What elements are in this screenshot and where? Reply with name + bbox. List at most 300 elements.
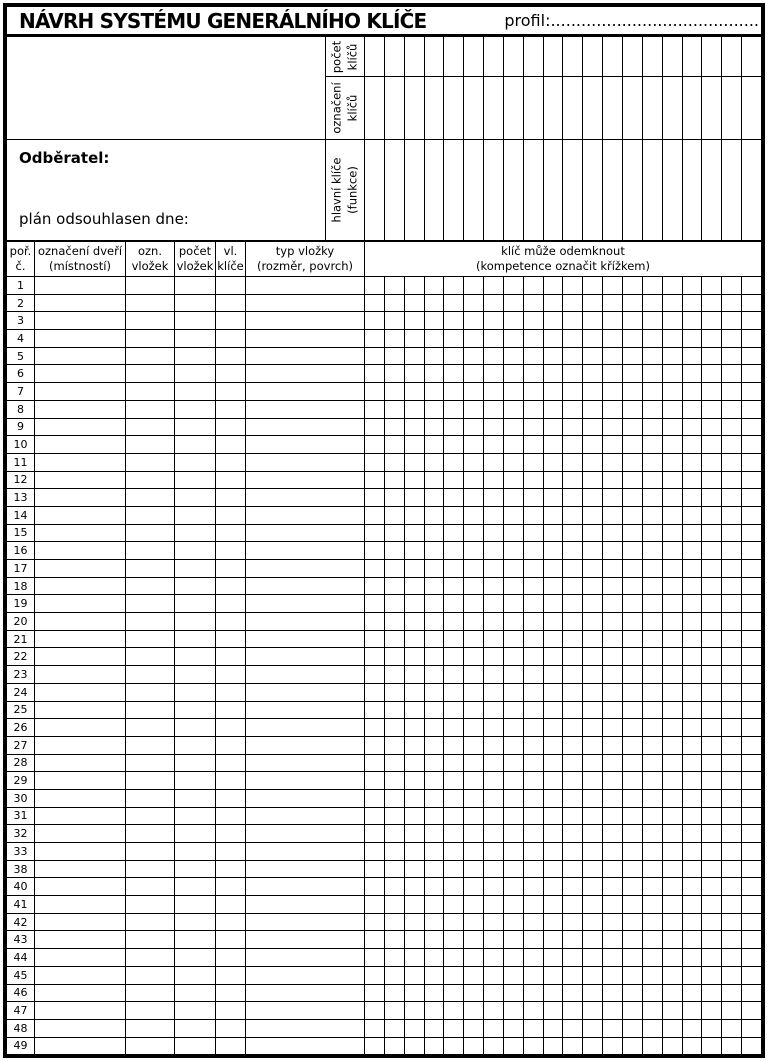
row-number: 47 bbox=[7, 1002, 35, 1019]
key-competence-cell bbox=[742, 436, 761, 453]
key-competence-cell bbox=[722, 312, 742, 329]
key-competence-cell bbox=[405, 931, 425, 948]
key-competence-cell bbox=[365, 790, 385, 807]
key-competence-cell bbox=[722, 419, 742, 436]
key-competence-cell bbox=[603, 489, 623, 506]
door-designation-cell bbox=[35, 648, 126, 665]
key-competence-cell bbox=[484, 140, 504, 240]
key-competence-cell bbox=[504, 37, 524, 76]
key-competence-cell bbox=[504, 330, 524, 347]
key-competence-cell bbox=[365, 507, 385, 524]
key-competence-cell bbox=[484, 684, 504, 701]
key-competence-cell bbox=[464, 1020, 484, 1037]
key-competence-cell bbox=[623, 419, 643, 436]
key-competence-cell bbox=[722, 140, 742, 240]
table-row bbox=[7, 755, 761, 773]
key-grid-row bbox=[365, 312, 761, 329]
key-competence-cell bbox=[722, 383, 742, 400]
key-competence-cell bbox=[544, 37, 564, 76]
cylinder-type-cell bbox=[246, 702, 365, 719]
key-competence-cell bbox=[464, 37, 484, 76]
key-competence-cell bbox=[643, 843, 663, 860]
key-competence-cell bbox=[702, 861, 722, 878]
key-competence-cell bbox=[504, 719, 524, 736]
door-designation-cell bbox=[35, 595, 126, 612]
key-competence-cell bbox=[603, 542, 623, 559]
key-competence-cell bbox=[702, 312, 722, 329]
key-competence-cell bbox=[603, 348, 623, 365]
row-number: 19 bbox=[7, 595, 35, 612]
key-competence-cell bbox=[405, 77, 425, 139]
key-competence-cell bbox=[484, 825, 504, 842]
key-competence-cell bbox=[722, 1002, 742, 1019]
key-competence-cell bbox=[365, 985, 385, 1002]
table-row bbox=[7, 277, 761, 295]
key-competence-cell bbox=[444, 967, 464, 984]
door-designation-cell bbox=[35, 737, 126, 754]
table-row bbox=[7, 772, 761, 790]
key-competence-cell bbox=[524, 613, 544, 630]
key-competence-cell bbox=[702, 631, 722, 648]
key-count-grid-row bbox=[365, 37, 761, 77]
key-competence-cell bbox=[504, 365, 524, 382]
key-competence-cell bbox=[464, 1002, 484, 1019]
key-competence-cell bbox=[683, 914, 703, 931]
cylinder-designation-cell bbox=[126, 684, 175, 701]
key-competence-cell bbox=[722, 472, 742, 489]
key-competence-cell bbox=[643, 790, 663, 807]
key-competence-cell bbox=[385, 507, 405, 524]
key-competence-cell bbox=[484, 401, 504, 418]
key-competence-cell bbox=[623, 949, 643, 966]
cylinder-designation-cell bbox=[126, 631, 175, 648]
row-number: 22 bbox=[7, 648, 35, 665]
key-competence-cell bbox=[405, 295, 425, 312]
table-row bbox=[7, 737, 761, 755]
key-grid-row bbox=[365, 613, 761, 630]
key-competence-cell bbox=[643, 1002, 663, 1019]
table-row bbox=[7, 949, 761, 967]
key-competence-cell bbox=[583, 755, 603, 772]
key-competence-cell bbox=[524, 861, 544, 878]
key-competence-cell bbox=[385, 1002, 405, 1019]
key-competence-cell bbox=[563, 931, 583, 948]
key-competence-cell bbox=[425, 436, 445, 453]
key-competence-cell bbox=[425, 348, 445, 365]
cylinder-designation-cell bbox=[126, 914, 175, 931]
key-competence-cell bbox=[385, 419, 405, 436]
key-competence-cell bbox=[683, 277, 703, 294]
key-competence-cell bbox=[504, 790, 524, 807]
key-competence-cell bbox=[663, 684, 683, 701]
key-competence-cell bbox=[742, 719, 761, 736]
key-competence-cell bbox=[563, 949, 583, 966]
key-competence-cell bbox=[504, 1002, 524, 1019]
key-competence-cell bbox=[425, 790, 445, 807]
key-competence-cell bbox=[444, 348, 464, 365]
key-competence-cell bbox=[583, 472, 603, 489]
key-competence-cell bbox=[544, 737, 564, 754]
key-competence-cell bbox=[544, 648, 564, 665]
key-competence-cell bbox=[583, 861, 603, 878]
key-competence-cell bbox=[623, 560, 643, 577]
key-competence-cell bbox=[583, 37, 603, 76]
key-competence-cell bbox=[484, 312, 504, 329]
key-competence-cell bbox=[742, 472, 761, 489]
main-keys-grid-row bbox=[365, 140, 761, 240]
cylinder-type-cell bbox=[246, 401, 365, 418]
cylinder-type-cell bbox=[246, 878, 365, 895]
key-competence-cell bbox=[603, 790, 623, 807]
key-grid-row bbox=[365, 1038, 761, 1055]
key-competence-cell bbox=[583, 1020, 603, 1037]
key-competence-cell bbox=[742, 1038, 761, 1055]
key-competence-cell bbox=[722, 401, 742, 418]
key-competence-cell bbox=[623, 595, 643, 612]
key-competence-cell bbox=[524, 525, 544, 542]
table-row bbox=[7, 931, 761, 949]
key-competence-cell bbox=[603, 578, 623, 595]
key-competence-cell bbox=[444, 843, 464, 860]
cylinder-designation-cell bbox=[126, 578, 175, 595]
key-competence-cell bbox=[643, 312, 663, 329]
table-row bbox=[7, 613, 761, 631]
key-competence-cell bbox=[504, 542, 524, 559]
row-number: 29 bbox=[7, 772, 35, 789]
profil-field bbox=[504, 11, 759, 30]
key-competence-cell bbox=[385, 755, 405, 772]
cylinder-count-cell bbox=[175, 383, 216, 400]
key-competence-cell bbox=[563, 140, 583, 240]
key-competence-cell bbox=[702, 684, 722, 701]
key-competence-cell bbox=[484, 737, 504, 754]
door-designation-cell bbox=[35, 295, 126, 312]
customer-panel bbox=[7, 37, 326, 240]
key-competence-cell bbox=[365, 383, 385, 400]
cylinder-type-cell bbox=[246, 419, 365, 436]
key-competence-cell bbox=[742, 648, 761, 665]
key-competence-cell bbox=[444, 755, 464, 772]
cylinder-type-cell bbox=[246, 295, 365, 312]
table-row bbox=[7, 507, 761, 525]
header-cylinder-count: počet vložek bbox=[175, 242, 216, 276]
key-count-cell bbox=[216, 843, 246, 860]
key-grid-row bbox=[365, 525, 761, 542]
key-count-cell bbox=[216, 365, 246, 382]
cylinder-count-cell bbox=[175, 578, 216, 595]
key-designation-label-line1: označení bbox=[329, 82, 344, 134]
key-competence-cell bbox=[683, 454, 703, 471]
key-competence-cell bbox=[583, 613, 603, 630]
key-competence-cell bbox=[563, 312, 583, 329]
key-competence-cell bbox=[583, 648, 603, 665]
cylinder-count-cell bbox=[175, 967, 216, 984]
cylinder-count-cell bbox=[175, 595, 216, 612]
key-competence-cell bbox=[544, 436, 564, 453]
key-count-cell bbox=[216, 507, 246, 524]
key-grid-row bbox=[365, 578, 761, 595]
key-competence-cell bbox=[484, 383, 504, 400]
key-competence-cell bbox=[563, 648, 583, 665]
key-competence-cell bbox=[663, 560, 683, 577]
key-competence-cell bbox=[663, 648, 683, 665]
key-competence-cell bbox=[444, 383, 464, 400]
key-competence-cell bbox=[544, 702, 564, 719]
table-row bbox=[7, 525, 761, 543]
cylinder-count-cell bbox=[175, 295, 216, 312]
key-count-cell bbox=[216, 878, 246, 895]
key-competence-cell bbox=[444, 702, 464, 719]
key-competence-cell bbox=[484, 772, 504, 789]
key-competence-cell bbox=[365, 702, 385, 719]
key-competence-cell bbox=[464, 985, 484, 1002]
key-competence-cell bbox=[405, 613, 425, 630]
cylinder-type-cell bbox=[246, 383, 365, 400]
key-competence-cell bbox=[425, 507, 445, 524]
key-competence-cell bbox=[544, 825, 564, 842]
key-grid-row bbox=[365, 489, 761, 506]
cylinder-type-cell bbox=[246, 348, 365, 365]
key-competence-cell bbox=[603, 702, 623, 719]
key-competence-cell bbox=[683, 684, 703, 701]
key-competence-cell bbox=[464, 472, 484, 489]
key-competence-cell bbox=[365, 755, 385, 772]
key-count-cell bbox=[216, 542, 246, 559]
key-competence-cell bbox=[623, 348, 643, 365]
key-competence-cell bbox=[544, 914, 564, 931]
row-number: 8 bbox=[7, 401, 35, 418]
cylinder-count-cell bbox=[175, 772, 216, 789]
key-competence-cell bbox=[464, 967, 484, 984]
key-competence-cell bbox=[623, 365, 643, 382]
key-competence-cell bbox=[425, 684, 445, 701]
key-competence-cell bbox=[702, 401, 722, 418]
key-competence-cell bbox=[663, 1002, 683, 1019]
row-number: 10 bbox=[7, 436, 35, 453]
key-competence-cell bbox=[643, 931, 663, 948]
key-competence-cell bbox=[365, 140, 385, 240]
key-competence-cell bbox=[702, 702, 722, 719]
key-grid-row bbox=[365, 702, 761, 719]
key-competence-cell bbox=[742, 507, 761, 524]
cylinder-designation-cell bbox=[126, 825, 175, 842]
key-competence-cell bbox=[563, 277, 583, 294]
key-competence-cell bbox=[484, 295, 504, 312]
cylinder-designation-cell bbox=[126, 525, 175, 542]
key-competence-cell bbox=[623, 755, 643, 772]
key-competence-cell bbox=[385, 560, 405, 577]
key-competence-cell bbox=[722, 348, 742, 365]
key-competence-cell bbox=[385, 525, 405, 542]
key-competence-cell bbox=[742, 312, 761, 329]
key-grid-row bbox=[365, 843, 761, 860]
key-competence-cell bbox=[663, 719, 683, 736]
key-competence-cell bbox=[444, 37, 464, 76]
key-competence-cell bbox=[524, 578, 544, 595]
key-competence-cell bbox=[425, 419, 445, 436]
key-competence-cell bbox=[702, 1002, 722, 1019]
key-competence-cell bbox=[643, 719, 663, 736]
key-competence-cell bbox=[683, 77, 703, 139]
cylinder-type-cell bbox=[246, 330, 365, 347]
key-competence-cell bbox=[643, 914, 663, 931]
key-competence-cell bbox=[683, 985, 703, 1002]
key-grid-row bbox=[365, 737, 761, 754]
key-competence-cell bbox=[742, 931, 761, 948]
key-competence-cell bbox=[544, 684, 564, 701]
key-competence-cell bbox=[524, 896, 544, 913]
key-competence-cell bbox=[524, 312, 544, 329]
key-competence-cell bbox=[722, 914, 742, 931]
key-competence-cell bbox=[504, 914, 524, 931]
key-competence-cell bbox=[702, 295, 722, 312]
key-competence-cell bbox=[425, 808, 445, 825]
key-competence-cell bbox=[385, 542, 405, 559]
cylinder-designation-cell bbox=[126, 755, 175, 772]
key-competence-cell bbox=[444, 472, 464, 489]
key-competence-cell bbox=[742, 383, 761, 400]
key-competence-cell bbox=[643, 737, 663, 754]
key-competence-cell bbox=[603, 1002, 623, 1019]
key-competence-cell bbox=[425, 472, 445, 489]
form-title: NÁVRH SYSTÉMU GENERÁLNÍHO KLÍČE bbox=[19, 8, 427, 33]
key-competence-cell bbox=[464, 790, 484, 807]
key-competence-cell bbox=[623, 525, 643, 542]
key-competence-cell bbox=[583, 1038, 603, 1055]
key-competence-cell bbox=[603, 772, 623, 789]
key-count-cell bbox=[216, 472, 246, 489]
key-competence-cell bbox=[365, 578, 385, 595]
key-competence-cell bbox=[722, 631, 742, 648]
key-competence-cell bbox=[365, 772, 385, 789]
key-competence-cell bbox=[623, 330, 643, 347]
row-number: 28 bbox=[7, 755, 35, 772]
key-competence-cell bbox=[583, 808, 603, 825]
cylinder-designation-cell bbox=[126, 648, 175, 665]
key-competence-cell bbox=[425, 277, 445, 294]
key-competence-cell bbox=[425, 140, 445, 240]
key-competence-cell bbox=[444, 77, 464, 139]
row-number: 15 bbox=[7, 525, 35, 542]
key-competence-cell bbox=[385, 949, 405, 966]
cylinder-type-cell bbox=[246, 365, 365, 382]
key-competence-cell bbox=[464, 931, 484, 948]
cylinder-type-cell bbox=[246, 666, 365, 683]
door-designation-cell bbox=[35, 878, 126, 895]
key-competence-cell bbox=[722, 613, 742, 630]
key-competence-cell bbox=[385, 684, 405, 701]
key-competence-cell bbox=[444, 1038, 464, 1055]
key-competence-cell bbox=[683, 578, 703, 595]
key-competence-cell bbox=[444, 295, 464, 312]
key-competence-cell bbox=[742, 277, 761, 294]
key-competence-cell bbox=[385, 383, 405, 400]
key-competence-cell bbox=[702, 436, 722, 453]
key-competence-cell bbox=[504, 489, 524, 506]
key-grid-row bbox=[365, 348, 761, 365]
key-competence-cell bbox=[722, 755, 742, 772]
key-competence-cell bbox=[524, 295, 544, 312]
table-row bbox=[7, 878, 761, 896]
key-competence-cell bbox=[702, 737, 722, 754]
key-competence-cell bbox=[444, 949, 464, 966]
key-competence-cell bbox=[365, 312, 385, 329]
key-competence-cell bbox=[504, 931, 524, 948]
key-competence-cell bbox=[504, 312, 524, 329]
key-competence-cell bbox=[464, 613, 484, 630]
key-competence-cell bbox=[365, 808, 385, 825]
key-competence-cell bbox=[643, 702, 663, 719]
cylinder-count-cell bbox=[175, 949, 216, 966]
key-competence-cell bbox=[524, 330, 544, 347]
key-competence-cell bbox=[722, 719, 742, 736]
key-competence-cell bbox=[464, 1038, 484, 1055]
table-row bbox=[7, 383, 761, 401]
key-competence-cell bbox=[702, 808, 722, 825]
row-number: 42 bbox=[7, 914, 35, 931]
table-row bbox=[7, 295, 761, 313]
key-competence-cell bbox=[425, 525, 445, 542]
row-number: 48 bbox=[7, 1020, 35, 1037]
row-number: 31 bbox=[7, 808, 35, 825]
key-competence-cell bbox=[563, 472, 583, 489]
key-competence-cell bbox=[464, 401, 484, 418]
key-competence-cell bbox=[742, 401, 761, 418]
row-number: 3 bbox=[7, 312, 35, 329]
door-designation-cell bbox=[35, 277, 126, 294]
door-designation-cell bbox=[35, 666, 126, 683]
key-competence-cell bbox=[365, 472, 385, 489]
key-competence-cell bbox=[504, 401, 524, 418]
door-designation-cell bbox=[35, 825, 126, 842]
key-competence-cell bbox=[405, 861, 425, 878]
key-competence-cell bbox=[365, 348, 385, 365]
key-competence-cell bbox=[425, 454, 445, 471]
row-number: 6 bbox=[7, 365, 35, 382]
key-competence-cell bbox=[504, 472, 524, 489]
key-competence-cell bbox=[385, 595, 405, 612]
key-competence-cell bbox=[742, 419, 761, 436]
key-competence-cell bbox=[742, 914, 761, 931]
key-grid-row bbox=[365, 684, 761, 701]
key-competence-cell bbox=[722, 37, 742, 76]
key-competence-cell bbox=[643, 525, 663, 542]
cylinder-designation-cell bbox=[126, 383, 175, 400]
key-competence-cell bbox=[444, 365, 464, 382]
cylinder-type-cell bbox=[246, 772, 365, 789]
key-count-cell bbox=[216, 383, 246, 400]
form-sheet bbox=[3, 3, 765, 1058]
key-competence-cell bbox=[484, 719, 504, 736]
cylinder-type-cell bbox=[246, 1002, 365, 1019]
key-competence-cell bbox=[385, 772, 405, 789]
key-competence-cell bbox=[683, 595, 703, 612]
key-competence-cell bbox=[583, 631, 603, 648]
key-competence-cell bbox=[683, 878, 703, 895]
key-grid-row bbox=[365, 472, 761, 489]
key-count-cell bbox=[216, 949, 246, 966]
cylinder-type-cell bbox=[246, 985, 365, 1002]
key-competence-cell bbox=[603, 419, 623, 436]
key-competence-cell bbox=[544, 489, 564, 506]
key-competence-cell bbox=[524, 140, 544, 240]
key-competence-cell bbox=[623, 684, 643, 701]
key-competence-cell bbox=[365, 436, 385, 453]
key-competence-cell bbox=[742, 861, 761, 878]
key-competence-cell bbox=[683, 808, 703, 825]
header-seq-number: poř. č. bbox=[7, 242, 35, 276]
key-competence-cell bbox=[504, 861, 524, 878]
